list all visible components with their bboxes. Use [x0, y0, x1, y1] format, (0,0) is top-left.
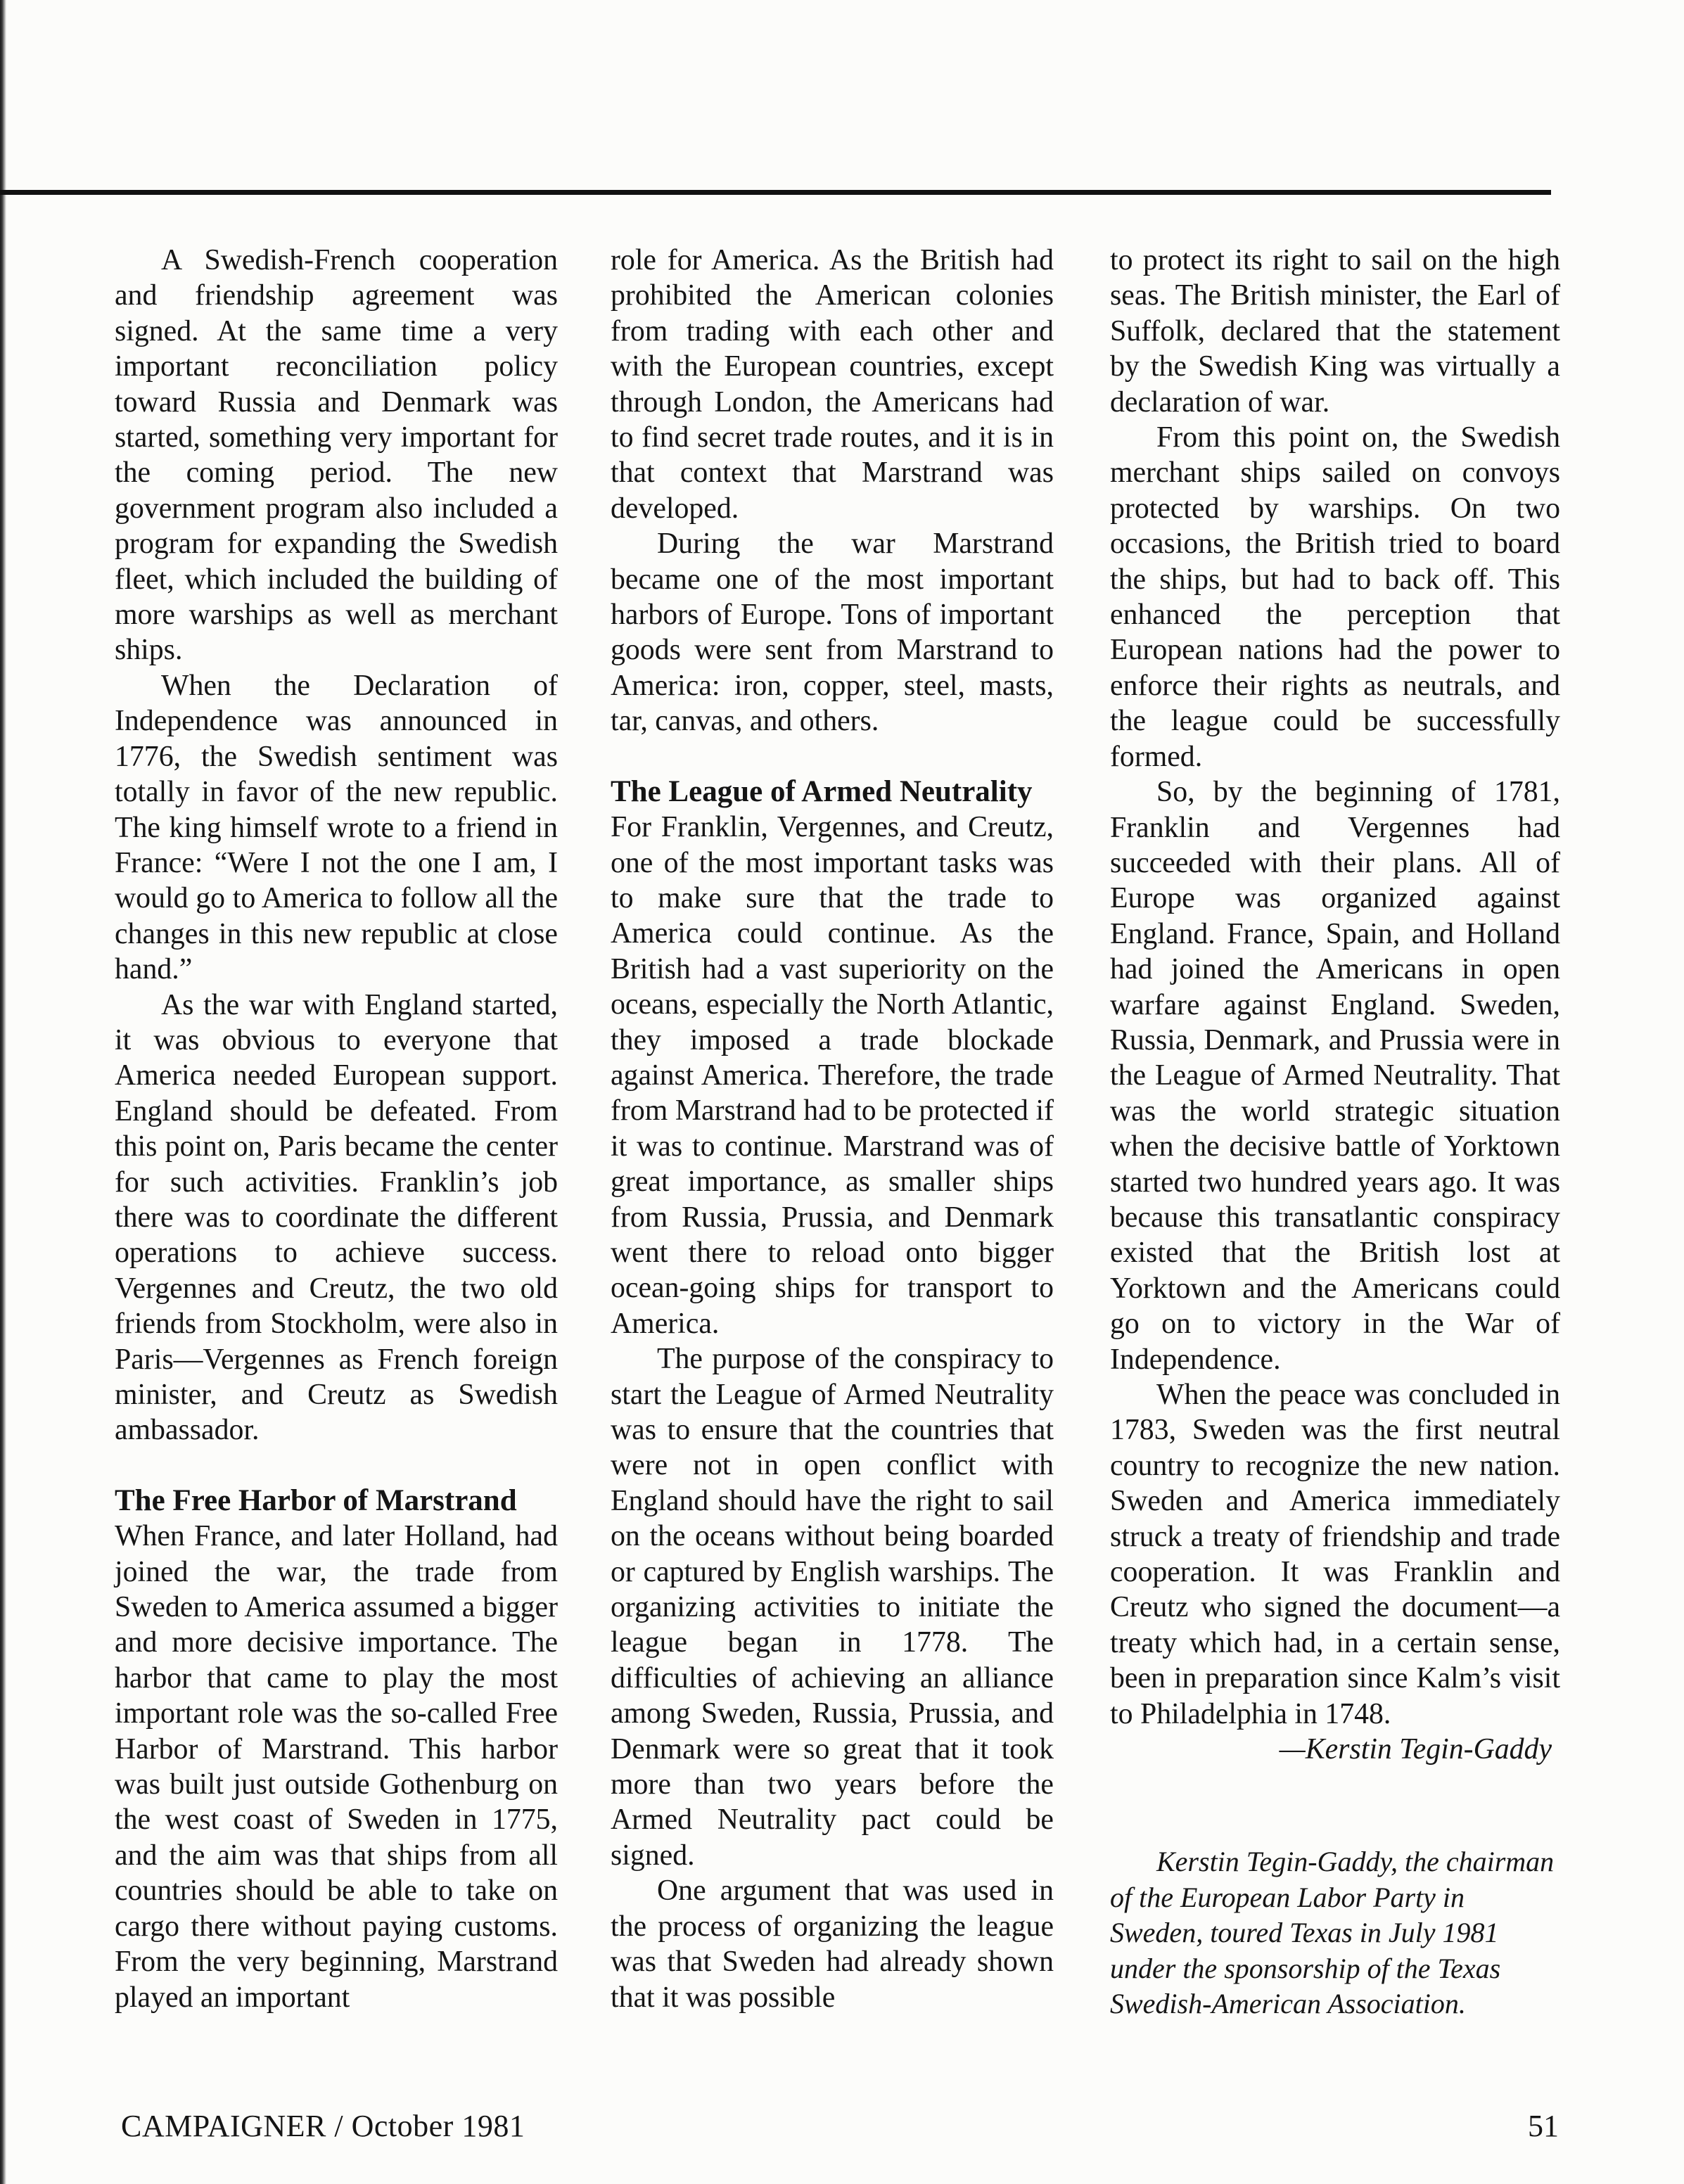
header-rule: [0, 190, 1551, 195]
paragraph: A Swedish-French cooperation and friendship agreement was signed. At the same time a very important reconciliation policy toward Russia and Denmark was started, something very important for the coming period. The new government program also included a program for expanding the Swedish fleet, which included the building of more warships as well as merchant ships.: [115, 244, 558, 667]
section-heading: The Free Harbor of Marstrand: [115, 1483, 517, 1517]
page-binding-edge: [0, 0, 7, 2184]
paragraph: When the Declaration of Independence was announced in 1776, the Swedish sentiment was totally in favor of the new republic. The king himself wrote to a friend in France: “Were I not the one I am, I would go to America to follow all the changes in this new republic at close hand.”: [115, 669, 558, 986]
paragraph: As the war with England started, it was obvious to everyone that America needed European support. England should be defeated. From this point on, Paris became the center for such activities. Franklin’s job there was to coordinate the different operations to achieve success. Vergennes and Creutz, the two old friends from Stockholm, were also in Paris—Vergennes as French foreign minister, and Creutz as Swedish ambassador.: [115, 988, 558, 1447]
section-heading: The League of Armed Neutrality: [611, 774, 1033, 808]
paragraph: So, by the beginning of 1781, Franklin and Vergennes had succeeded with their plans. All of Europe was organized against England. France, Spain, and Holland had joined the Americans in open warfare against England. Sweden, Russia, Denmark, and Prussia were in the League of Armed Neutrality. That was the world strategic situation when the decisive battle of Yorktown started two hundred years ago. It was because this transatlantic conspiracy existed that the British lost at Yorktown and the Americans could go on to victory in the War of Independence.: [1110, 776, 1560, 1376]
paragraph: One argument that was used in the process of organizing the league was that Sweden had already shown that it was possible: [611, 1875, 1054, 2014]
paragraph: From this point on, the Swedish merchant ships sailed on convoys protected by warships. On two occasions, the British tried to board the ships, but had to back off. This enhanced the perception that European nations had the power to enforce their rights as neutrals, and the league could be successfully formed.: [1110, 421, 1560, 773]
author-signature: —Kerstin Tegin-Gaddy: [1279, 1733, 1552, 1766]
page-number: 51: [1528, 2109, 1559, 2143]
paragraph: When France, and later Holland, had joined the war, the trade from Sweden to America assumed a bigger and more decisive importance. The harbor that came to play the most important role was the so-called Free Harbor of Marstrand. This harbor was built just outside Gothenburg on the west coast of Sweden in 1775, and the aim was that ships from all countries should be able to take on cargo there without paying customs. From the very beginning, Marstrand played an important: [115, 1520, 558, 2014]
author-bio: Kerstin Tegin-Gaddy, the chairman of the European Labor Party in Sweden, toured Texas in July 1981 under the sponsorship of the Texas Swedish-American Association.: [1110, 1846, 1555, 2020]
paragraph: For Franklin, Vergennes, and Creutz, one of the most important tasks was to make sure that the trade to America could continue. As the British had a vast superiority on the oceans, especially the North Atlantic, they imposed a trade blockade against America. Therefore, the trade from Marstrand had to be protected if it was to continue. Marstrand was of great importance, as smaller ships from Russia, Prussia, and Denmark went there to reload onto bigger ocean-going ships for transport to America.: [611, 811, 1054, 1340]
paragraph: to protect its right to sail on the high seas. The British minister, the Earl of Suffolk, declared that the statement by the Swedish King was virtually a declaration of war.: [1110, 244, 1560, 419]
paragraph: When the peace was concluded in 1783, Sweden was the first neutral country to recognize the new nation. Sweden and America immediately struck a treaty of friendship and trade cooperation. It was Franklin and Creutz who signed the document—a treaty which had, in a certain sense, been in preparation since Kalm’s visit to Philadelphia in 1748.: [1110, 1379, 1560, 1730]
footer-publication: CAMPAIGNER / October 1981: [121, 2109, 525, 2143]
paragraph: The purpose of the conspiracy to start the League of Armed Neutrality was to ensure that the countries that were not in open conflict with England should have the right to sail on the oceans without being boarded or captured by English warships. The organizing activities to initiate the league began in 1778. The difficulties of achieving an alliance among Sweden, Russia, Prussia, and Denmark were so great that it took more than two years before the Armed Neutrality pact could be signed.: [611, 1343, 1054, 1872]
article-column-1: [115, 243, 558, 2015]
article-column-2: [611, 243, 1054, 2015]
paragraph: role for America. As the British had prohibited the American colonies from trading with each other and with the European countries, except through London, the Americans had to find secret trade routes, and it is in that context that Marstrand was developed.: [611, 244, 1054, 525]
paragraph: During the war Marstrand became one of the most important harbors of Europe. Tons of important goods were sent from Marstrand to America: iron, copper, steel, masts, tar, canvas, and others.: [611, 528, 1054, 738]
article-column-3: [1110, 243, 1560, 2022]
